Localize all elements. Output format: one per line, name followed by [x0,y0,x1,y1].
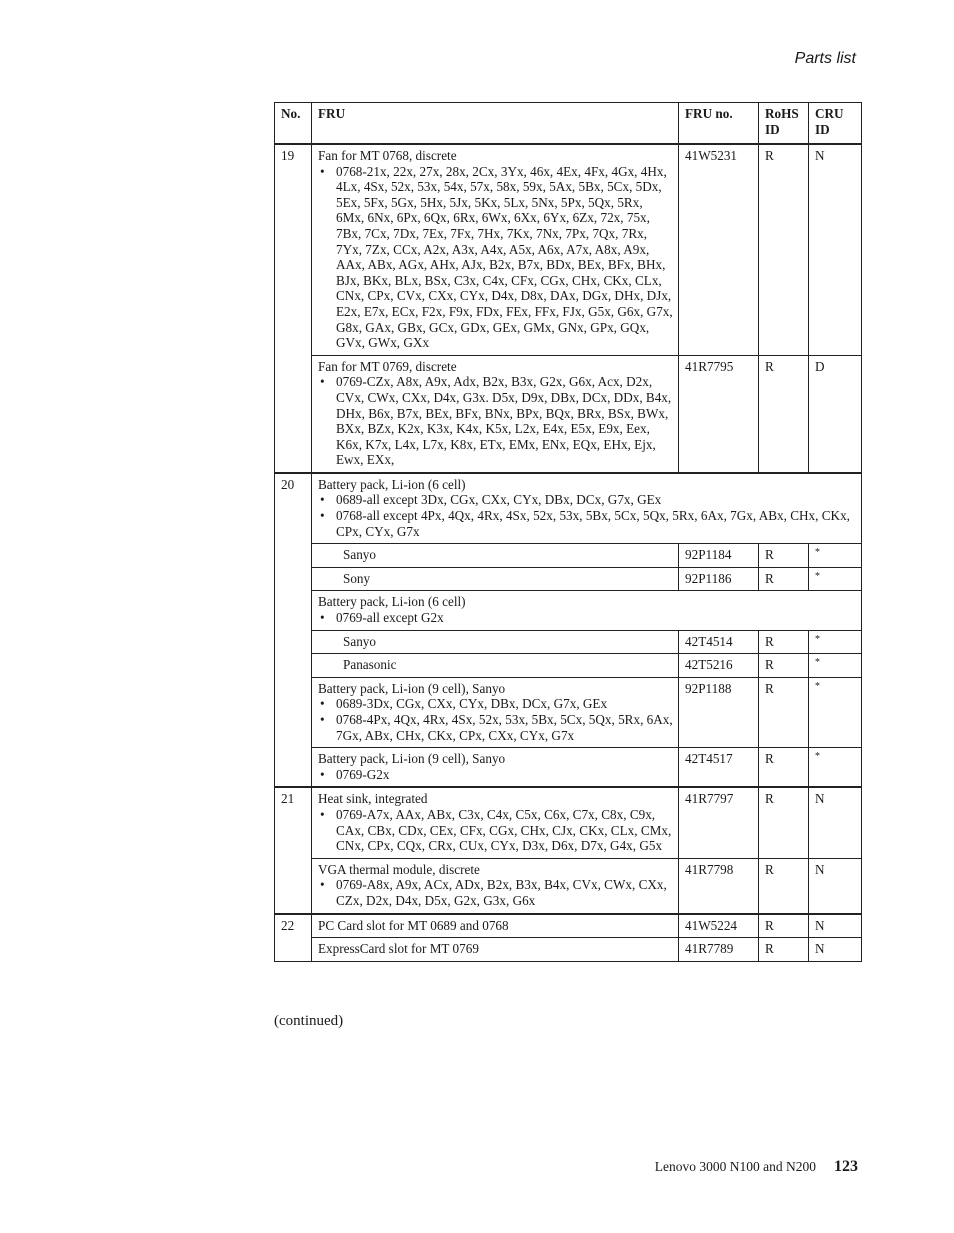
book-title: Lenovo 3000 N100 and N200 [654,1159,816,1174]
fru-title: Fan for MT 0769, discrete [318,358,457,374]
cru-id: N [809,858,862,913]
cru-id [809,748,862,788]
vendor-name: Sanyo [343,547,376,563]
table-row [275,914,862,938]
col-header-fru-no: FRU no. [679,103,759,145]
vendor-cell [312,630,679,654]
running-header: Parts list [794,50,856,67]
cru-footnote-mark: * [815,657,820,669]
item-number: 19 [275,144,312,473]
fru-number: 41W5224 [679,914,759,938]
table-row [275,591,862,630]
cru-footnote-mark: * [815,570,820,582]
vendor-cell [312,544,679,568]
fru-description [312,355,679,473]
fru-description [312,858,679,913]
fru-title: Battery pack, Li-ion (9 cell), Sanyo [318,680,506,696]
table-row [275,938,862,962]
table-row [275,355,862,473]
table-row [275,567,862,591]
cru-id [809,544,862,568]
rohs-id: R [759,355,809,473]
cru-id: N [809,938,862,962]
rohs-id: R [759,858,809,913]
page-number: 123 [834,1158,858,1175]
fru-description [312,677,679,747]
rohs-id: R [759,567,809,591]
cru-id: N [809,144,862,355]
col-header-rohs-id: RoHS ID [759,103,809,145]
rohs-id: R [759,677,809,747]
cru-id [809,677,862,747]
fru-title: Fan for MT 0768, discrete [318,148,457,163]
model-list-item: • 0689-all except 3Dx, CGx, CXx, CYx, DBx, DCx, G7x, GEx [318,492,856,508]
cru-id [809,654,862,678]
fru-description [312,787,679,858]
fru-description: PC Card slot for MT 0689 and 0768 [312,914,679,938]
cru-footnote-mark: * [815,547,820,559]
item-number: 20 [275,473,312,788]
cru-id: N [809,914,862,938]
page-footer [655,1158,858,1176]
vendor-name: Sanyo [343,633,376,649]
cru-id [809,567,862,591]
table-row [275,544,862,568]
model-list-item: • 0768-21x, 22x, 27x, 28x, 2Cx, 3Yx, 46x, 4Ex, 4Fx, 4Gx, 4Hx, 4Lx, 4Sx, 52x, 53x, 54x, 57x, 58x, 59x, 5Ax, 5Bx, 5Cx, 5Dx, 5Ex, 5Fx, 5Gx, 5Hx, 5Jx, 5Kx, 5Lx, 5Nx, 5Px, 5Qx, 5Rx, 6Mx, 6Nx, 6Px, 6Qx, 6Rx, 6Wx, 6Xx, 6Yx, 6Zx, 72x, 75x, 7Bx, 7Cx, 7Dx, 7Ex, 7Fx, 7Hx, 7Kx, 7Nx, 7Px, 7Qx, 7Rx, 7Yx, 7Zx, CCx, A2x, A3x, A4x, A5x, A6x, A7x, A8x, A9x, AAx, ABx, AGx, AHx, AJx, B2x, B7x, BDx, BEx, BFx, BHx, BJx, BKx, BLx, BSx, C3x, C4x, CFx, CGx, CHx, CKx, CLx, CNx, CPx, CVx, CXx, CYx, D4x, D8x, DAx, DGx, DHx, DJx, E2x, E7x, ECx, F2x, F9x, FDx, FEx, FFx, FJx, G5x, G6x, G7x, G8x, GAx, GBx, GCx, GDx, GEx, GMx, GNx, GPx, GQx, GVx, GWx, GXx [318,164,673,351]
fru-number: 41R7797 [679,787,759,858]
cru-id [809,630,862,654]
col-header-cru-id: CRU ID [809,103,862,145]
table-row [275,144,862,355]
model-list-item: • 0769-all except G2x [318,610,856,626]
fru-description [312,144,679,355]
rohs-id: R [759,938,809,962]
rohs-id: R [759,654,809,678]
fru-title: Battery pack, Li-ion (9 cell), Sanyo [318,751,506,767]
parts-table [274,102,862,962]
table-row [275,473,862,544]
fru-number: 41R7795 [679,355,759,473]
cru-id: D [809,355,862,473]
model-list-item: • 0768-all except 4Px, 4Qx, 4Rx, 4Sx, 52x, 53x, 5Bx, 5Cx, 5Qx, 5Rx, 6Ax, 7Gx, ABx, CHx, CKx, CPx, CYx, G7x [318,508,856,539]
model-list-item: • 0769-A7x, AAx, ABx, C3x, C4x, C5x, C6x, C7x, C8x, C9x, CAx, CBx, CDx, CEx, CFx, CGx, CHx, CJx, CKx, CLx, CMx, CNx, CPx, CQx, CRx, CUx, CYx, D3x, D6x, D7x, G4x, G5x [318,807,673,854]
table-row [275,654,862,678]
cru-footnote-mark: * [815,633,820,645]
col-header-fru: FRU [312,103,679,145]
fru-title: Heat sink, integrated [318,791,428,807]
rohs-id: R [759,544,809,568]
cru-footnote-mark: * [815,751,820,763]
cru-id: N [809,787,862,858]
cru-footnote-mark: * [815,680,820,692]
table-row [275,630,862,654]
fru-number: 42T4517 [679,748,759,788]
fru-number: 92P1188 [679,677,759,747]
fru-title: Battery pack, Li-ion (6 cell) [318,476,466,492]
rohs-id: R [759,748,809,788]
fru-number: 92P1186 [679,567,759,591]
model-list-item: • 0689-3Dx, CGx, CXx, CYx, DBx, DCx, G7x, GEx [318,696,673,712]
model-list-item: • 0769-CZx, A8x, A9x, Adx, B2x, B3x, G2x, G6x, Acx, D2x, CVx, CWx, CXx, D4x, G3x. D5x, D9x, DBx, DCx, DDx, B4x, DHx, B6x, B7x, BEx, BFx, BNx, BPx, BQx, BRx, BSx, BWx, BXx, BZx, K2x, K3x, K4x, K5x, L2x, E4x, E5x, E9x, Eex, K6x, K7x, L4x, L7x, K8x, ETx, EMx, ENx, EQx, EHx, Ejx, Ewx, EXx, [318,374,673,468]
fru-description: ExpressCard slot for MT 0769 [312,938,679,962]
item-number: 21 [275,787,312,913]
table-row [275,748,862,788]
table-row [275,858,862,913]
fru-number: 41R7789 [679,938,759,962]
fru-title: Battery pack, Li-ion (6 cell) [318,594,466,610]
vendor-name: Sony [343,570,371,586]
fru-number: 92P1184 [679,544,759,568]
vendor-cell [312,654,679,678]
fru-number: 41R7798 [679,858,759,913]
table-row [275,677,862,747]
vendor-name: Panasonic [343,657,397,673]
fru-description [312,591,862,630]
model-list-item: • 0769-G2x [318,767,673,783]
col-header-no: No. [275,103,312,145]
fru-number: 42T5216 [679,654,759,678]
table-header-row [275,103,862,145]
rohs-id: R [759,787,809,858]
rohs-id: R [759,914,809,938]
vendor-cell [312,567,679,591]
fru-number: 42T4514 [679,630,759,654]
fru-number: 41W5231 [679,144,759,355]
fru-description [312,748,679,788]
fru-description [312,473,862,544]
fru-title: VGA thermal module, discrete [318,861,480,877]
item-number: 22 [275,914,312,962]
model-list-item: • 0768-4Px, 4Qx, 4Rx, 4Sx, 52x, 53x, 5Bx, 5Cx, 5Qx, 5Rx, 6Ax, 7Gx, ABx, CHx, CKx, CPx, CXx, CYx, G7x [318,712,673,743]
table-row [275,787,862,858]
rohs-id: R [759,144,809,355]
model-list-item: • 0769-A8x, A9x, ACx, ADx, B2x, B3x, B4x, CVx, CWx, CXx, CZx, D2x, D4x, D5x, G2x, G3x, G6x [318,877,673,908]
rohs-id: R [759,630,809,654]
continued-note: (continued) [274,1013,344,1029]
